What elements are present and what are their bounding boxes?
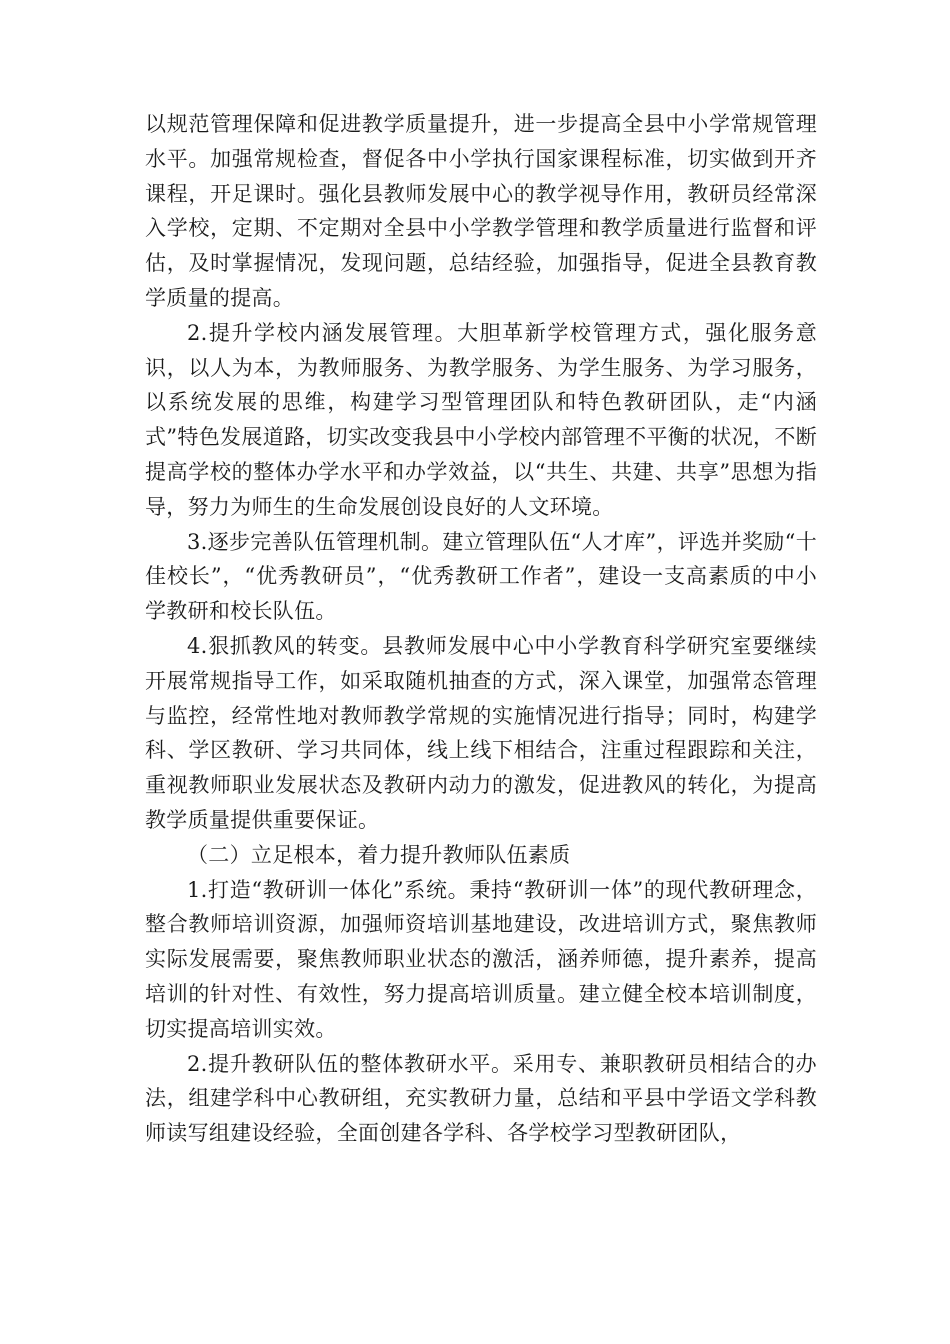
section-heading: （二）立足根本，着力提升教师队伍素质	[187, 842, 571, 867]
paragraph-research-level: 2.提升教研队伍的整体教研水平。采用专、兼职教研员相结合的办法，组建学科中心教研组，充实教研力量，总结和平县中学语文学科教师读写组建设经验，全面创建各学科、各学校学习型教研团队，	[145, 1051, 817, 1146]
paragraph-teaching-style: 4.狠抓教风的转变。县教师发展中心中小学教育科学研究室要继续开展常规指导工作，如采取随机抽查的方式，深入课堂，加强常态管理与监控，经常性地对教师教学常规的实施情况进行指导；同时，构建学科、学区教研、学习共同体，线上线下相结合，注重过程跟踪和关注，重视教师职业发展状态及教研内动力的激发，促进教风的转化，为提高教学质量提供重要保证。	[145, 633, 817, 832]
paragraph-integration-system: 1.打造“教研训一体化”系统。秉持“教研训一体”的现代教研理念，整合教师培训资源，加强师资培训基地建设，改进培训方式，聚焦教师实际发展需要，聚焦教师职业状态的激活，涵养师德，提升素养，提高培训的针对性、有效性，努力提高培训质量。建立健全校本培训制度，切实提高培训实效。	[145, 877, 817, 1041]
paragraph-team-mechanism: 3.逐步完善队伍管理机制。建立管理队伍“人才库”，评选并奖励“十佳校长”，“优秀教研员”，“优秀教研工作者”，建设一支高素质的中小学教研和校长队伍。	[145, 529, 817, 624]
document-page	[145, 107, 817, 1151]
paragraph-continuation: 以规范管理保障和促进教学质量提升，进一步提高全县中小学常规管理水平。加强常规检查，督促各中小学执行国家课程标准，切实做到开齐课程，开足课时。强化县教师发展中心的教学视导作用，教研员经常深入学校，定期、不定期对全县中小学教学管理和教学质量进行监督和评估，及时掌握情况，发现问题，总结经验，加强指导，促进全县教育教学质量的提高。	[145, 112, 817, 310]
paragraph-school-connotation: 2.提升学校内涵发展管理。大胆革新学校管理方式，强化服务意识，以人为本，为教师服务、为教学服务、为学生服务、为学习服务，以系统发展的思维，构建学习型管理团队和特色教研团队，走“内涵式”特色发展道路，切实改变我县中小学校内部管理不平衡的状况，不断提高学校的整体办学水平和办学效益，以“共生、共建、共享”思想为指导，努力为师生的生命发展创设良好的人文环境。	[145, 320, 817, 519]
